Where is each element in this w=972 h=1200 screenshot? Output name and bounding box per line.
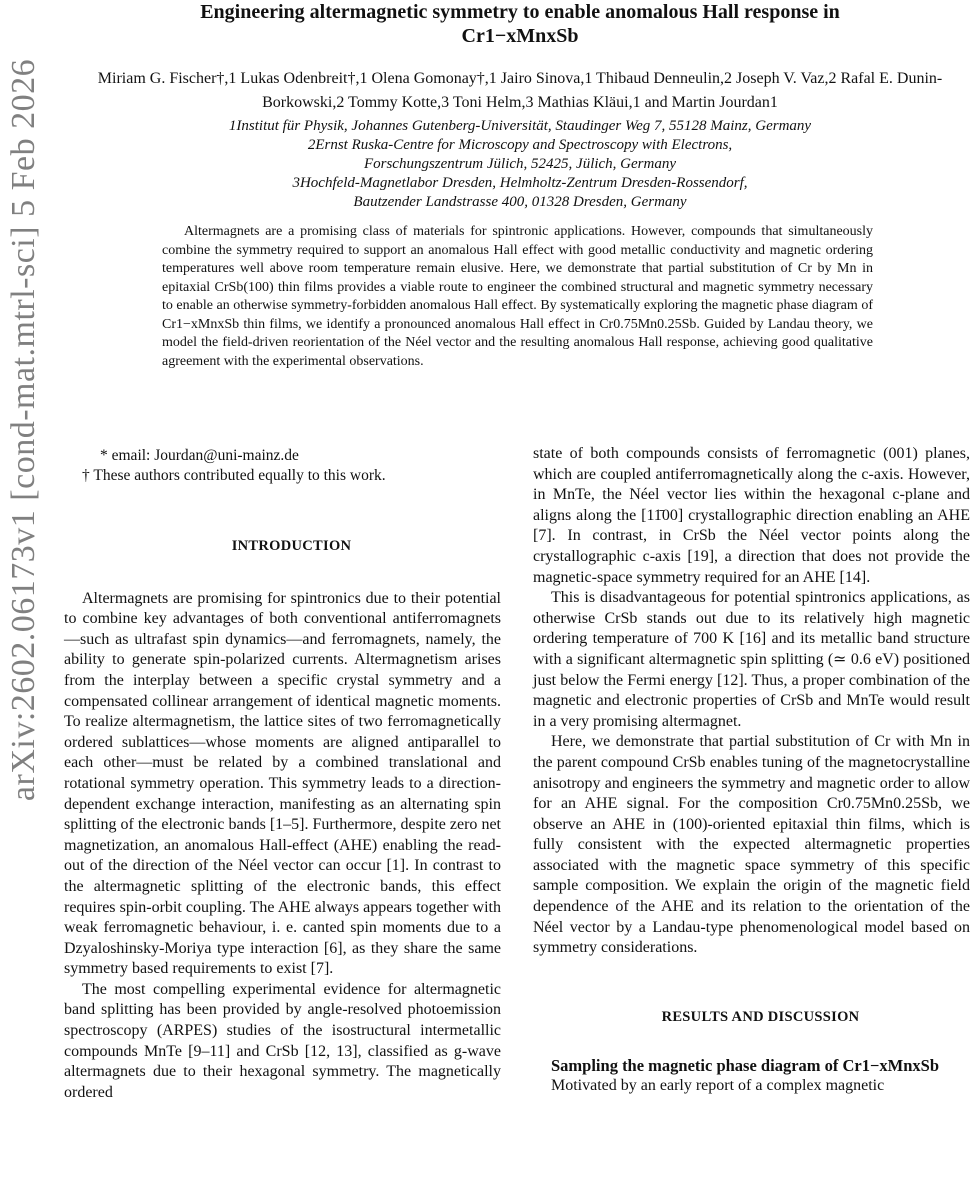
author-list: Miriam G. Fischer†,1 Lukas Odenbreit†,1 Olena Gomonay†,1 Jairo Sinova,1 Thibaud Denneulin,2 Joseph V. Vaz,2 Rafal E. Dunin-Borkowski,2 Tommy Kotte,3 Toni Helm,3 Mathias Kläui,1 and Martin Jourdan1 (97, 70, 943, 111)
title-line-2: Cr1−xMnxSb (461, 25, 579, 47)
affiliation-2b: Forschungszentrum Jülich, 52425, Jülich, Germany (363, 156, 677, 172)
affiliation-2a: 2Ernst Ruska-Centre for Microscopy and Spectroscopy with Electrons, (307, 137, 733, 153)
left-column (64, 446, 501, 1103)
affiliation-3b: Bautzender Landstrasse 400, 01328 Dresden, Germany (353, 194, 687, 210)
right-paragraph-2: This is disadvantageous for potential spintronics applications, as otherwise CrSb stands out due to its relatively high magnetic ordering temperature of 700 K [16] and its metallic band structure with a significant altermagnetic spin splitting (≃ 0.6 eV) positioned just below the Fermi energy [12]. Thus, a proper combination of the magnetic and electronic properties of CrSb and MnTe would result in a very promising altermagnet. (533, 589, 970, 730)
subsection-heading: Sampling the magnetic phase diagram of Cr1−xMnxSb (551, 1056, 939, 1076)
footnote-email: * email: Jourdan@uni-mainz.de (100, 447, 299, 464)
footnote-equal-contribution: † These authors contributed equally to this work. (82, 467, 386, 484)
right-paragraph-1: state of both compounds consists of ferromagnetic (001) planes, which are coupled antiferromagnetically along the c-axis. However, in MnTe, the Néel vector lies within the hexagonal c-plane and aligns along the [11̄00] crystallographic direction enabling an AHE [7]. In contrast, in CrSb the Néel vector points along the crystallographic c-axis [19], a direction that does not provide the magnetic-space symmetry required for an AHE [14]. (533, 445, 970, 586)
section-heading-results: RESULTS AND DISCUSSION (661, 1008, 860, 1025)
right-column (533, 444, 970, 1097)
intro-paragraph-1: Altermagnets are promising for spintronics due to their potential to combine key advantages of both conventional antiferromagnets—such as ultrafast spin dynamics—and ferromagnets, namely, the ability to generate spin-polarized currents. Altermagnetism arises from the interplay between a specific crystal symmetry and a compensated collinear arrangement of identical magnetic moments. To realize altermagnetism, the lattice sites of two ferromagnetically ordered sublattices—whose moments are aligned antiparallel to each other—must be related by a combined translational and rotational symmetry operation. This symmetry leads to a direction-dependent exchange interaction, manifesting as an alternating spin splitting of the electronic bands [1–5]. Furthermore, despite zero net magnetization, an anomalous Hall-effect (AHE) enabling the read-out of the direction of the Néel vector can occur [1]. In contrast to the altermagnetic splitting of the electronic bands, this effect requires spin-orbit coupling. The AHE always appears together with weak ferromagnetic behaviour, i. e. canted spin moments due to a Dzyaloshinsky-Moriya type interaction [6], as they share the same symmetry based requirements to exist [7]. (64, 589, 501, 978)
affiliation-3a: 3Hochfeld-Magnetlabor Dresden, Helmholtz-Zentrum Dresden-Rossendorf, (292, 175, 748, 191)
intro-paragraph-2: The most compelling experimental evidence for altermagnetic band splitting has been provided by angle-resolved photoemission spectroscopy (ARPES) studies of the isostructural intermetallic compounds MnTe [9–11] and CrSb [12, 13], classified as g-wave altermagnets due to their hexagonal symmetry. The magnetically ordered (64, 980, 501, 1101)
abstract: Altermagnets are a promising class of materials for spintronic applications. However, compounds that simultaneously combine the symmetry required to support an anomalous Hall effect with good metallic conductivity and magnetic ordering temperatures well above room temperature remain elusive. Here, we demonstrate that partial substitution of Cr by Mn in epitaxial CrSb(100) thin films provides a viable route to engineer the combined structural and magnetic symmetry necessary to enable an otherwise symmetry-forbidden anomalous Hall effect. By systematically exploring the magnetic phase diagram of Cr1−xMnxSb thin films, we identify a pronounced anomalous Hall effect in Cr0.75Mn0.25Sb. Guided by Landau theory, we model the field-driven reorientation of the Néel vector and the resulting anomalous Hall response, achieving good qualitative agreement with the experimental observations. (162, 224, 873, 369)
arxiv-sidebar-stamp (2, 58, 46, 802)
affiliation-1: 1Institut für Physik, Johannes Gutenberg-Universität, Staudinger Weg 7, 55128 Mainz, Germany (228, 118, 812, 134)
title-line-1: Engineering altermagnetic symmetry to enable anomalous Hall response in (200, 1, 840, 23)
affiliations (90, 117, 950, 212)
paper-title (100, 0, 940, 48)
arxiv-identifier: arXiv:2602.06173v1 [cond-mat.mtrl-sci] 5 Feb 2026 (5, 58, 42, 802)
right-paragraph-3: Here, we demonstrate that partial substitution of Cr with Mn in the parent compound CrSb enables tuning of the magnetocrystalline anisotropy and engineers the symmetry and magnetic order to allow for an AHE signal. For the composition Cr0.75Mn0.25Sb, we observe an AHE in (100)-oriented epitaxial thin films, which is fully consistent with the expected altermagnetic properties associated with the magnetic space symmetry of this specific sample composition. We explain the origin of the magnetic field dependence of the AHE and its relation to the orientation of the Néel vector by a Landau-type phenomenological model based on symmetry considerations. (533, 733, 970, 957)
section-heading-introduction: INTRODUCTION (231, 538, 352, 554)
results-paragraph-1: Motivated by an early report of a complex magnetic (551, 1077, 885, 1095)
